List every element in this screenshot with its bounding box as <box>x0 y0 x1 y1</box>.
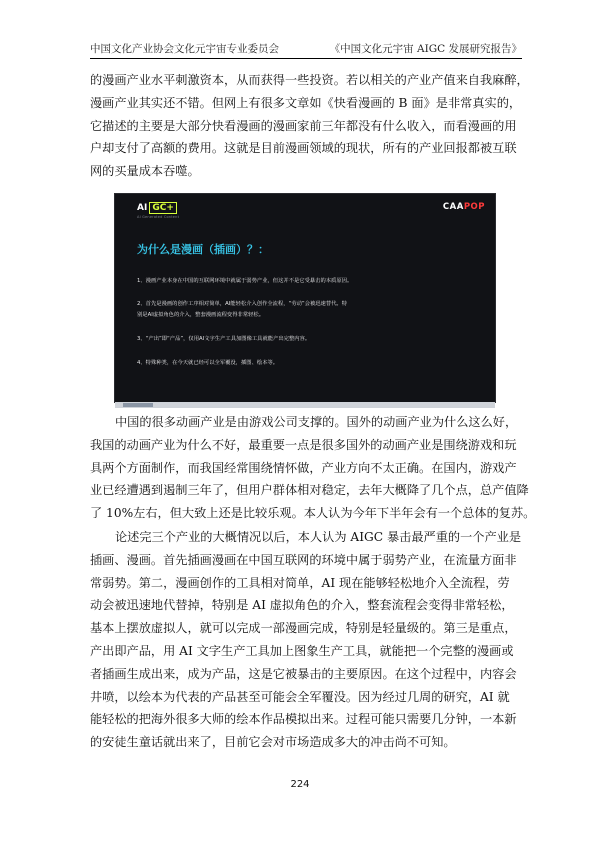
slide-player-bar <box>115 402 495 408</box>
text-line: 的漫画产业水平刺激资本，从而获得一些投资。若以相关的产业产值来自我麻醉， <box>90 73 529 87</box>
text-line: 产出即产品，用 AI 文字生产工具加上图象生产工具，就能把一个完整的漫画或 <box>90 643 514 658</box>
slide-title: 为什么是漫画（插画）？： <box>137 243 269 256</box>
embedded-slide-image <box>115 194 495 402</box>
brand-logo <box>443 202 485 212</box>
text-line: 基本上摆放虚拟人，就可以完成一部漫画完成，特别是轻量级的。第三是重点， <box>90 621 517 636</box>
paragraph-1 <box>90 69 529 183</box>
text-line: 常弱势。第二，漫画创作的工具相对简单，AI 现在能够轻松地介入全流程，劳 <box>90 575 510 590</box>
text-line: 中国的很多动画产业是由游戏公司支撑的。国外的动画产业为什么这么好， <box>115 415 518 429</box>
page-header <box>90 38 522 59</box>
text-line: 者插画生成出来，成为产品，这是它被暴击的主要原因。在这个过程中，内容会 <box>90 666 517 681</box>
text-line: 井喷，以绘本为代表的产品甚至可能会全军覆没。因为经过几周的研究，AI 就 <box>90 689 510 704</box>
aigc-logo <box>137 202 177 214</box>
slide-item: 1、漫画产业本身在中国的互联网环境中就属于弱势产业，但这并不是它受暴击的本质原因。 <box>137 278 353 284</box>
logo-ai-text: AI <box>137 203 148 213</box>
text-line: 户却支付了高额的费用。这就是目前漫画领域的现状，所有的产业回报都被互联 <box>90 141 517 156</box>
paragraph-3 <box>90 526 522 754</box>
text-line: 具两个方面制作，而我国经常围绕情怀做，产业方向不太正确。在国内，游戏产 <box>90 460 517 475</box>
text-line: 网的买量成本吞噬。 <box>90 164 200 179</box>
brand-accent: POP <box>463 202 485 212</box>
paragraph-2 <box>90 411 536 525</box>
page-number: 224 <box>290 779 310 790</box>
logo-subtitle: AI Generated Content <box>137 215 180 219</box>
text-line: 论述完三个产业的大概情况以后，本人认为 AIGC 暴击最严重的一个产业是 <box>115 530 522 544</box>
text-line: 插画、漫画。首先插画漫画在中国互联网的环境中属于弱势产业，在流量方面非 <box>90 552 517 567</box>
slide-item: 4、特殊种类，在今天就已经可以全军覆没，插图、绘本等。 <box>137 360 279 366</box>
text-line: 的安徒生童话就出来了，目前它会对市场造成多大的冲击尚不可知。 <box>90 735 456 750</box>
text-line: 了 10%左右，但大致上还是比较乐观。本人认为今年下半年会有一个总体的复苏。 <box>90 506 536 521</box>
header-right-title: 《中国文化元宇宙 AIGC 发展研究报告》 <box>329 43 522 55</box>
text-line: 漫画产业其实还不错。但网上有很多文章如《快看漫画的 B 面》是非常真实的， <box>90 95 522 110</box>
text-line: 能轻松的把海外很多大师的绘本作品模拟出来。过程可能只需要几分钟，一本新 <box>90 712 517 727</box>
slide-item: 2、首先是漫画的创作工序相对简单，AI能轻松介入创作全流程，“劳动”会被迅速替代。特 <box>137 301 348 307</box>
brand-main: CAA <box>442 202 464 212</box>
text-line: 业已经遭遇到遏制三年了，但用户群体相对稳定，去年大概降了几个点，总产值降 <box>90 483 529 498</box>
text-line: 我国的动画产业为什么不好，最重要一点是很多国外的动画产业是围绕游戏和玩 <box>90 437 517 452</box>
slide-item: 3、“产出”即“产品”，仅用AI文字生产工具加图像工具就能产出完整内容。 <box>137 336 311 342</box>
header-left-title: 中国文化产业协会文化元宇宙专业委员会 <box>90 43 279 55</box>
text-line: 动会被迅速地代替掉，特别是 AI 虚拟角色的介入，整套流程会变得非常轻松， <box>90 598 514 613</box>
slide-item: 别是AI虚拟角色的介入，整套漫画流程变得非常轻松。 <box>137 312 265 318</box>
text-line: 它描述的主要是大部分快看漫画的漫画家前三年都没有什么收入，而看漫画的用 <box>90 118 517 133</box>
logo-gc-box: GC+ <box>149 202 177 214</box>
